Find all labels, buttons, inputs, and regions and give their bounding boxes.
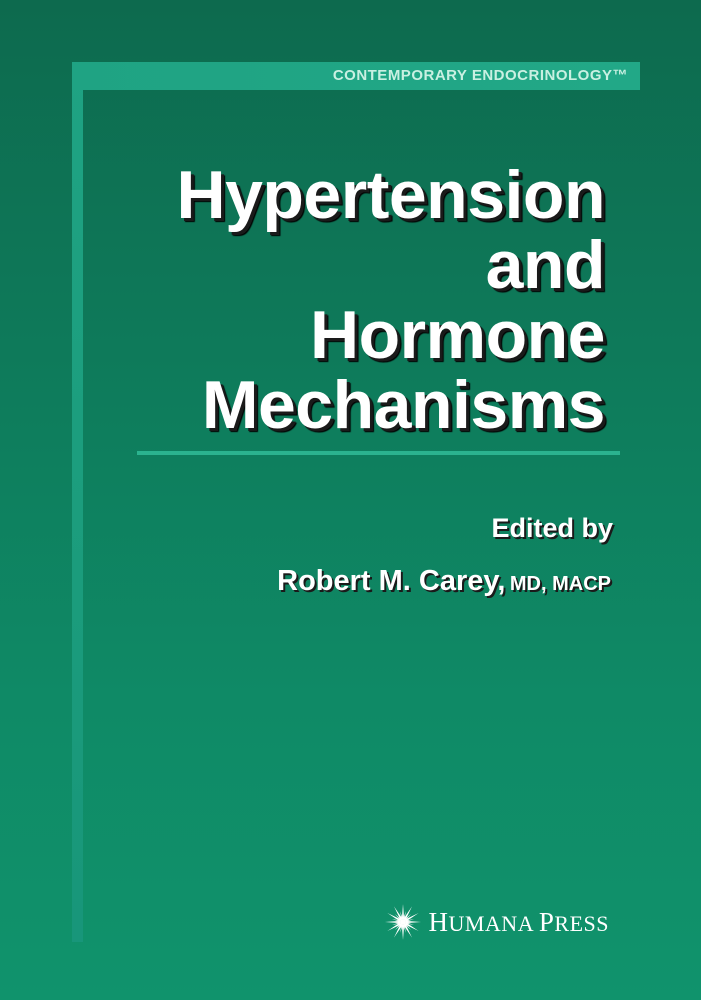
title-line-3: Hormone — [310, 297, 605, 373]
book-title — [176, 157, 605, 443]
title-line-4: Mechanisms — [201, 367, 605, 443]
editor-credentials: MD, MACP — [509, 573, 611, 595]
publisher-imprint — [384, 903, 609, 941]
title-line-2: and — [485, 227, 605, 303]
publisher-word-1-rest: UMANA — [448, 910, 533, 936]
editor-name: Robert M. Carey, — [277, 565, 506, 597]
publisher-word-1-initial: H — [428, 906, 449, 937]
title-line-1: Hypertension — [176, 157, 605, 233]
starburst-icon — [384, 903, 422, 941]
series-label: CONTEMPORARY ENDOCRINOLOGY™ — [332, 67, 628, 84]
title-divider — [137, 451, 620, 455]
publisher-name — [428, 907, 609, 938]
vertical-accent-bar — [72, 62, 83, 942]
publisher-word-2-rest: RESS — [554, 910, 609, 936]
publisher-word-2-initial: P — [538, 906, 555, 937]
editor-credit — [277, 565, 611, 598]
edited-by-label: Edited by — [491, 513, 613, 543]
series-band — [72, 62, 640, 90]
